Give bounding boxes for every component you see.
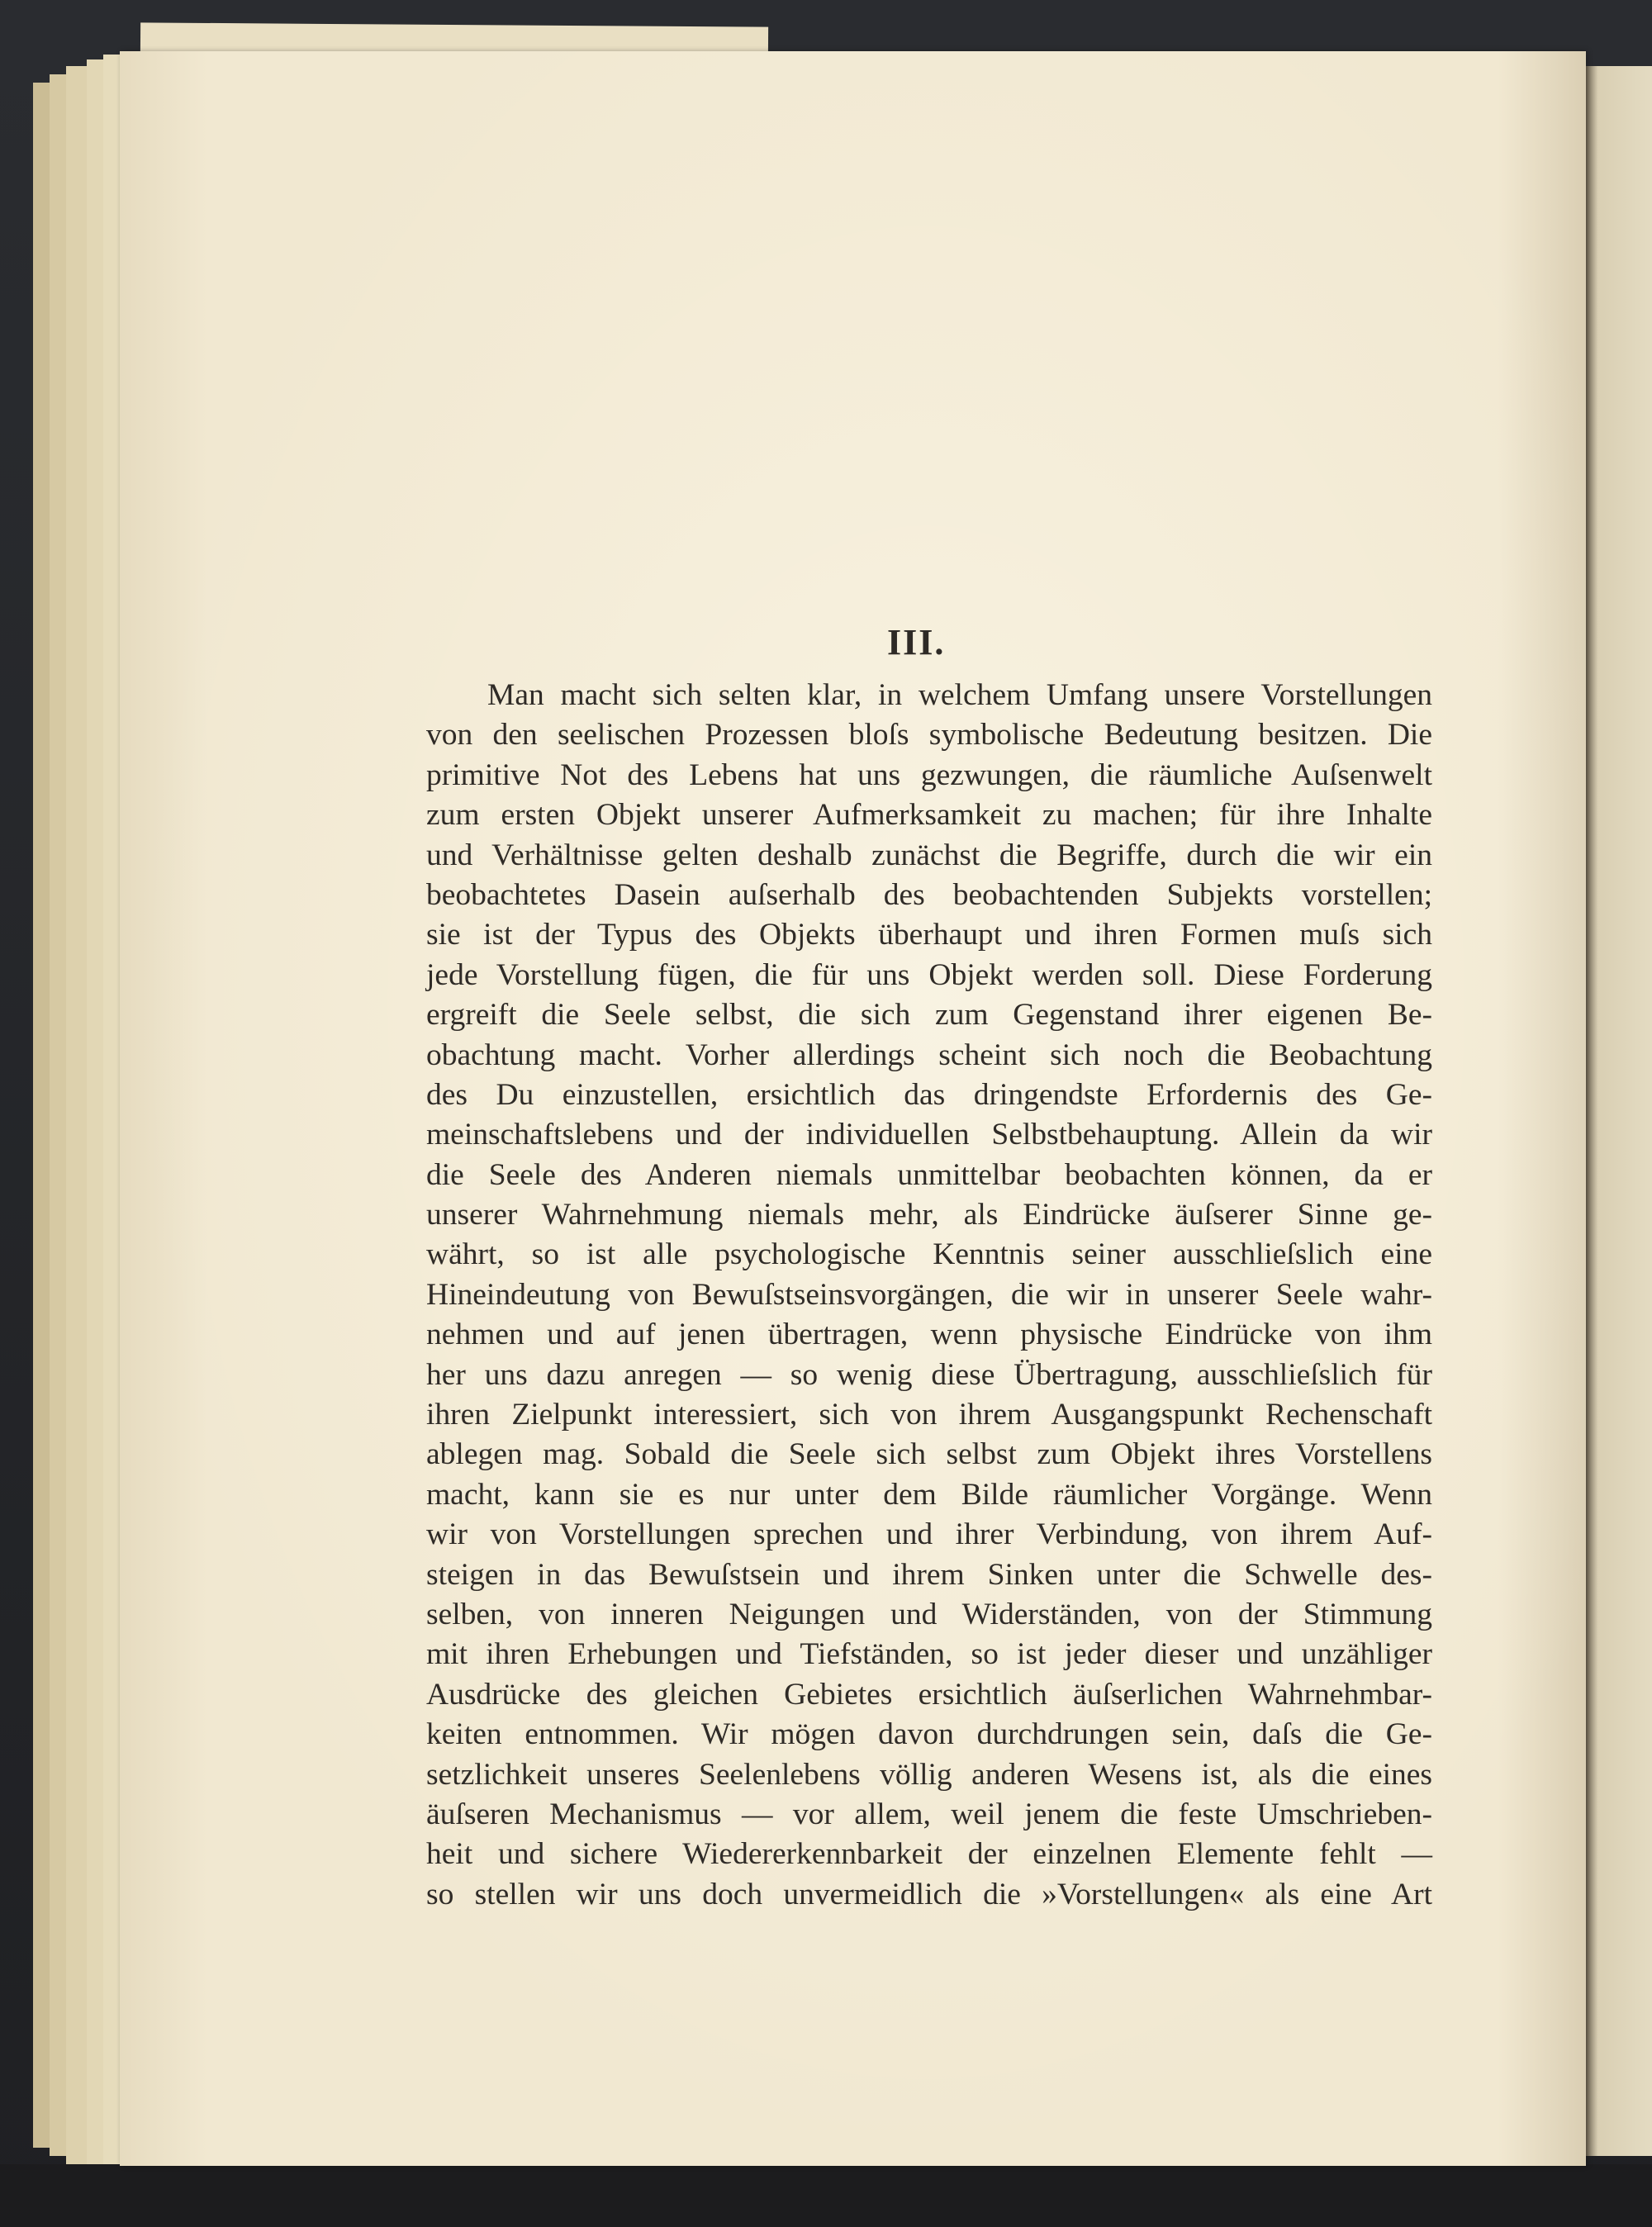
text-line: obachtung macht. Vorher allerdings scheint sich noch die Beobachtung [426,1038,1432,1072]
text-line: Ausdrücke des gleichen Gebietes ersichtlich äuſserlichen Wahrnehmbar- [426,1677,1432,1712]
text-line: setzlichkeit unseres Seelenlebens völlig anderen Wesens ist, als die eines [426,1757,1432,1792]
text-line: und Verhältnisse gelten deshalb zunächst die Begriffe, durch die wir ein [426,838,1432,872]
body-text [426,676,1432,1915]
text-line: äuſseren Mechanismus — vor allem, weil jenem die feste Umschrieben- [426,1797,1432,1831]
text-line: wir von Vorstellungen sprechen und ihrer Verbindung, von ihrem Auf- [426,1517,1432,1552]
facing-page-edge [1586,66,1652,2156]
text-line: keiten entnommen. Wir mögen davon durchdrungen sein, daſs die Ge- [426,1717,1432,1752]
text-line: heit und sichere Wiedererkennbarkeit der einzelnen Elemente fehlt — [426,1837,1432,1872]
text-line: meinschaftslebens und der individuellen Selbstbehauptung. Allein da wir [426,1118,1432,1152]
text-line: unserer Wahrnehmung niemals mehr, als Eindrücke äuſserer Sinne ge- [426,1198,1432,1232]
text-line: nehmen und auf jenen übertragen, wenn physische Eindrücke von ihm [426,1318,1432,1352]
text-line: mit ihren Erhebungen und Tiefständen, so ist jeder dieser und unzähliger [426,1637,1432,1672]
text-line: selben, von inneren Neigungen und Widerständen, von der Stimmung [426,1597,1432,1631]
scan-bottom-band [0,2164,1652,2227]
text-line: die Seele des Anderen niemals unmittelbar beobachten können, da er [426,1157,1432,1192]
text-line: steigen in das Bewuſstsein und ihrem Sinken unter die Schwelle des- [426,1557,1432,1592]
text-line: zum ersten Objekt unserer Aufmerksamkeit zu machen; für ihre Inhalte [426,798,1432,833]
text-line: her uns dazu anregen — so wenig diese Übertragung, ausschlieſslich für [426,1357,1432,1392]
text-line: ihren Zielpunkt interessiert, sich von ihrem Ausgangspunkt Rechenschaft [426,1398,1432,1432]
text-line: währt, so ist alle psychologische Kenntnis seiner ausschlieſslich eine [426,1237,1432,1272]
chapter-heading: III. [887,622,946,662]
text-line: beobachtetes Dasein auſserhalb des beobachtenden Subjekts vorstellen; [426,877,1432,912]
text-line: jede Vorstellung fügen, die für uns Objekt werden soll. Diese Forderung [426,957,1432,992]
text-line: ergreift die Seele selbst, die sich zum Gegenstand ihrer eigenen Be- [426,998,1432,1033]
text-line: sie ist der Typus des Objekts überhaupt und ihren Formen muſs sich [426,918,1432,952]
text-line: primitive Not des Lebens hat uns gezwungen, die räumliche Auſsenwelt [426,757,1432,792]
text-line: von den seelischen Prozessen bloſs symbolische Bedeutung besitzen. Die [426,718,1432,753]
text-line: so stellen wir uns doch unvermeidlich die »Vorstellungen« als eine Art [426,1877,1432,1911]
text-line: Man macht sich selten klar, in welchem Umfang unsere Vorstellungen [487,678,1432,712]
text-line: Hineindeutung von Bewuſstseinsvorgängen, die wir in unserer Seele wahr- [426,1277,1432,1312]
text-line: macht, kann sie es nur unter dem Bilde räumlicher Vorgänge. Wenn [426,1477,1432,1512]
text-line: des Du einzustellen, ersichtlich das dringendste Erfordernis des Ge- [426,1077,1432,1112]
text-line: ablegen mag. Sobald die Seele sich selbst zum Objekt ihres Vorstellens [426,1437,1432,1472]
